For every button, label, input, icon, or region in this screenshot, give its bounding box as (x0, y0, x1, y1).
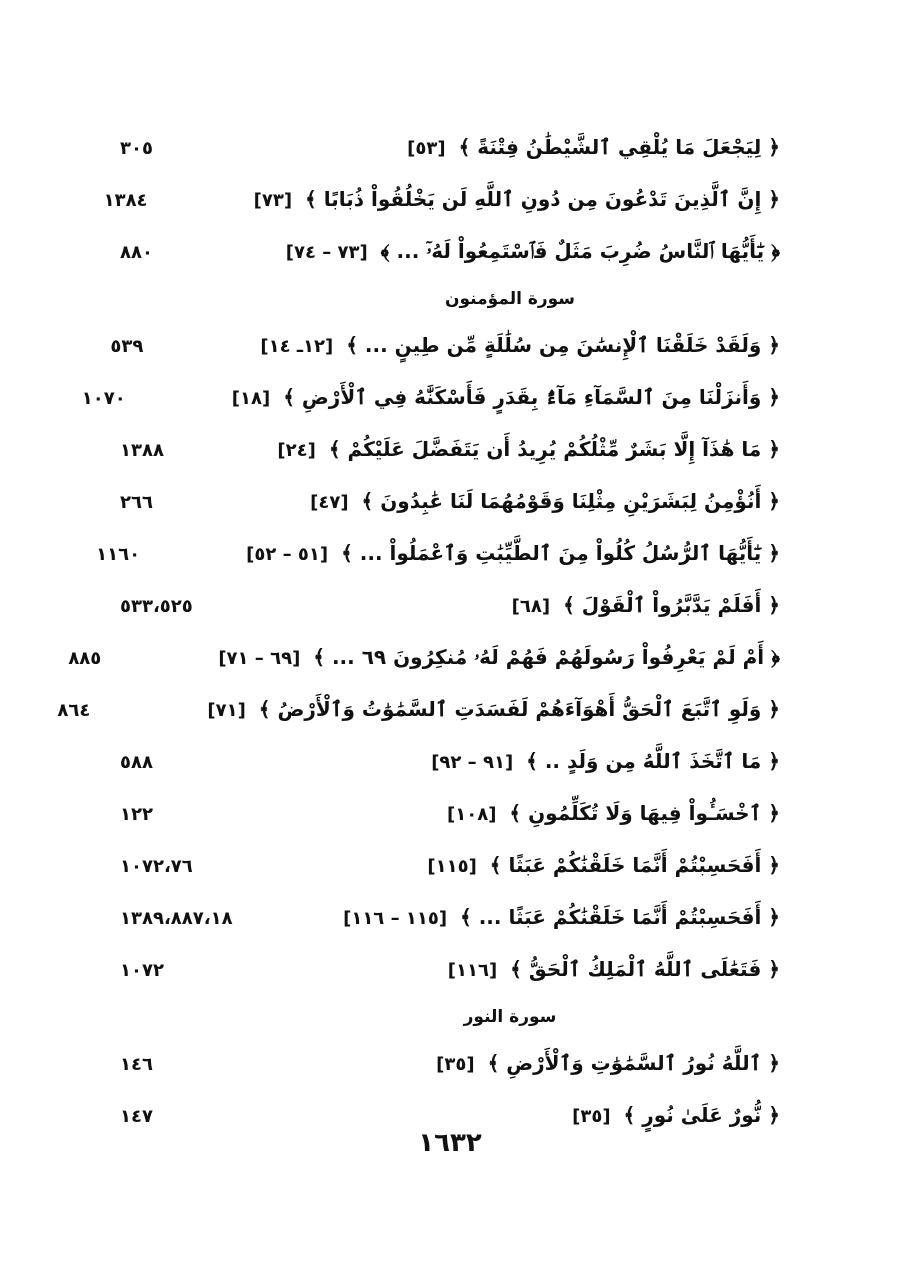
verse-text: ﴿ أَمْ لَمْ يَعْرِفُواْ رَسُولَهُمْ فَهُمْ لَهُۥ مُنكِرُونَ ٦٩ ... ﴾ [٦٩ – ٧١] (218, 645, 780, 669)
verse-text: ﴿ نُّورٌ عَلَىٰ نُورٍ ﴾ [٣٥] (572, 1103, 780, 1127)
index-entry (120, 226, 780, 278)
index-entry (103, 174, 780, 226)
verse-text: ﴿ أَفَلَمْ يَدَّبَّرُواْ ٱلْقَوْلَ ﴾ [٦٨] (511, 593, 780, 617)
index-entry (120, 944, 780, 996)
verse-text: ﴿ لِيَجْعَلَ مَا يُلْقِي ٱلشَّيْطَٰنُ فِتْنَةً ﴾ [٥٣] (407, 135, 780, 159)
page-references: ١٤٦ (120, 1053, 153, 1075)
verse-text: ﴿ مَا ٱتَّخَذَ ٱللَّهُ مِن وَلَدٍ .. ﴾ [٩١ – ٩٢] (431, 749, 780, 773)
index-entry (120, 736, 780, 788)
index-entry (120, 840, 780, 892)
verse-reference: [٢٤] (277, 440, 316, 461)
verse-reference: [١٠٨] (447, 804, 497, 825)
verse-reference: [١١٥] (427, 856, 477, 877)
verse-text: ﴿ أَفَحَسِبْتُمْ أَنَّمَا خَلَقْنَٰكُمْ عَبَثًا ﴾ [١١٥] (427, 853, 780, 877)
verse-reference: [٩١ – ٩٢] (431, 752, 514, 773)
verse-text: ﴿ مَا هَٰذَآ إِلَّا بَشَرٌ مِّثْلُكُمْ يُرِيدُ أَن يَتَفَضَّلَ عَلَيْكُمْ ﴾ [٢٤] (277, 437, 780, 461)
verse-text: ﴿ فَتَعَٰلَى ٱللَّهُ ٱلْمَلِكُ ٱلْحَقُّ ﴾ [١١٦] (447, 957, 780, 981)
page-references: ١١٦٠ (96, 543, 141, 565)
page-references: ١٣٨٨ (120, 439, 164, 461)
page-references: ٥٨٨ (120, 751, 153, 773)
surah-heading: سورة المؤمنون (445, 289, 576, 309)
verse-reference: [٥١ – ٥٢] (246, 544, 329, 565)
verse-reference: [٤٧] (310, 492, 349, 513)
index-entry (81, 372, 780, 424)
index-entry (120, 580, 780, 632)
verse-reference: [٥٣] (407, 138, 446, 159)
index-entry (120, 476, 780, 528)
page-references: ١٣٨٩،٨٨٧،١٨ (120, 907, 233, 929)
page-references: ١٠٧٢ (120, 959, 164, 981)
verse-reference: [٧٣] (253, 190, 293, 211)
page-references: ٢٦٦ (120, 491, 153, 513)
index-entry (68, 632, 780, 684)
verse-text: ﴿ أَفَحَسِبْتُمْ أَنَّمَا خَلَقْنَٰكُمْ عَبَثًا ... ﴾ [١١٥ – ١١٦] (343, 905, 780, 929)
page-references: ٨٨٥ (68, 647, 102, 669)
verse-text: ﴿ وَلَوِ ٱتَّبَعَ ٱلْحَقُّ أَهْوَآءَهُمْ لَفَسَدَتِ ٱلسَّمَٰوَٰتُ وَٱلْأَرْضُ ﴾ [٧١] (207, 697, 780, 721)
page-references: ٨٦٤ (57, 699, 91, 721)
index-entry (120, 1038, 780, 1090)
verse-text: ﴿ يَٰٓأَيُّهَا ٱلرُّسُلُ كُلُواْ مِنَ ٱلطَّيِّبَٰتِ وَٱعْمَلُواْ ... ﴾ [٥١ – ٥٢] (246, 541, 780, 565)
verse-reference: [٧١] (207, 700, 246, 721)
index-entry (120, 424, 780, 476)
page-references: ١٠٧٢،٧٦ (120, 855, 193, 877)
index-entry (120, 892, 780, 944)
verse-text: ﴿ ٱخْسَـُٔواْ فِيهَا وَلَا تُكَلِّمُونِ ﴾ [١٠٨] (447, 801, 780, 825)
verse-text: ﴿ أَنُؤْمِنُ لِبَشَرَيْنِ مِثْلِنَا وَقَوْمُهُمَا لَنَا عَٰبِدُونَ ﴾ [٤٧] (310, 489, 780, 513)
verse-reference: [١٢ـ ١٤] (260, 336, 334, 357)
verse-reference: [١١٦] (447, 960, 498, 981)
verse-text: ﴿ إِنَّ ٱلَّذِينَ تَدْعُونَ مِن دُونِ ٱللَّهِ لَن يَخْلُقُواْ ذُبَابًا ﴾ [٧٣] (253, 187, 780, 211)
page-references: ٥٣٣،٥٢٥ (120, 595, 193, 617)
page-references: ١٠٧٠ (81, 387, 126, 409)
verse-reference: [٣٥] (572, 1106, 611, 1127)
page-references: ١٤٧ (120, 1105, 153, 1127)
page-number: ١٦٣٢ (418, 1128, 482, 1158)
verse-reference: [٦٩ – ٧١] (218, 648, 301, 669)
verse-reference: [٣٥] (436, 1054, 475, 1075)
surah-heading: سورة النور (463, 1007, 557, 1027)
verse-text: ﴿ وَلَقَدْ خَلَقْنَا ٱلْإِنسَٰنَ مِن سُلَٰلَةٍ مِّن طِينٍ ... ﴾ [١٢ـ ١٤] (260, 333, 780, 357)
page-references: ٨٨٠ (120, 241, 153, 263)
page-references: ٥٣٩ (110, 335, 144, 357)
page-references: ١٢٢ (120, 803, 153, 825)
verse-text: ﴿ يَٰٓأَيُّهَا ٱلنَّاسُ ضُرِبَ مَثَلٌ فَٱسْتَمِعُواْ لَهُۥٓ ... ﴾ [٧٣ – ٧٤] (285, 239, 780, 263)
index-entry (120, 788, 780, 840)
index-entry (110, 320, 780, 372)
page-references: ١٣٨٤ (103, 189, 148, 211)
verse-reference: [١٨] (231, 388, 271, 409)
verse-text: ﴿ ٱللَّهُ نُورُ ٱلسَّمَٰوَٰتِ وَٱلْأَرْضِ ﴾ [٣٥] (436, 1051, 780, 1075)
verse-reference: [٧٣ – ٧٤] (285, 242, 368, 263)
verse-reference: [٦٨] (511, 596, 551, 617)
index-entry (120, 122, 780, 174)
index-entry (96, 528, 780, 580)
page-references: ٣٠٥ (120, 137, 153, 159)
verse-reference: [١١٥ – ١١٦] (343, 908, 448, 929)
verse-index-list (57, 122, 780, 1142)
verse-text: ﴿ وَأَنزَلْنَا مِنَ ٱلسَّمَآءِ مَآءًۢ بِقَدَرٍ فَأَسْكَنَّٰهُ فِي ٱلْأَرْضِ ﴾ [١٨] (231, 385, 780, 409)
index-entry (57, 684, 780, 736)
